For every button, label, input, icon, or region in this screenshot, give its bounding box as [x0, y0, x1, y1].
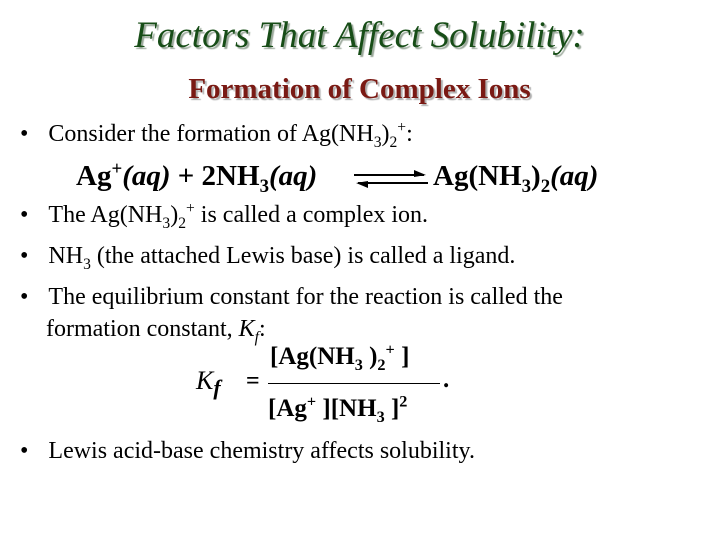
reaction-equation-reactants: $Ag^+(aq) + 2NH_3(aq)$	[76, 158, 318, 197]
bullet-glyph: •	[20, 284, 29, 310]
bullet-1-text: Consider the formation of $Ag(NH_3)_2^+$:	[48, 119, 413, 151]
bullet-glyph: •	[20, 438, 29, 464]
bullet-glyph: •	[20, 243, 29, 269]
bullet-3-text: $NH_3$ (the attached Lewis base) is called a ligand.	[48, 243, 516, 273]
bullet-1	[20, 119, 413, 151]
bullet-glyph: •	[20, 202, 29, 228]
bullet-3	[20, 243, 516, 273]
bullet-glyph: •	[20, 121, 29, 147]
kf-symbol: $K_f$	[196, 366, 221, 401]
reaction-equation-product: $Ag(NH_3)_2(aq)$	[433, 160, 599, 197]
bullet-2-text: The $Ag(NH_3)_2^+$ is called a complex ion.	[48, 200, 429, 232]
kf-period: .	[443, 366, 450, 393]
bullet-4-line-1: The equilibrium constant for the reaction is called the	[48, 284, 563, 310]
bullet-4-line-2: formation constant, $K_f$:	[46, 316, 266, 346]
kf-numerator: [$Ag(NH_3$ )$_2^+$ ]	[270, 340, 410, 374]
slide-title: Factors That Affect Solubility:	[134, 15, 585, 56]
equilibrium-arrow-icon	[352, 168, 432, 190]
bullet-5	[20, 438, 475, 465]
fraction-bar	[268, 383, 440, 384]
bullet-4	[20, 284, 563, 311]
kf-equals: =	[246, 368, 260, 394]
kf-denominator: [Ag+ ][$NH_3$ ]$^2$	[268, 392, 408, 426]
bullet-5-text: Lewis acid-base chemistry affects solubility.	[48, 438, 475, 464]
slide-subtitle: Formation of Complex Ions	[188, 73, 531, 105]
bullet-2	[20, 200, 429, 232]
